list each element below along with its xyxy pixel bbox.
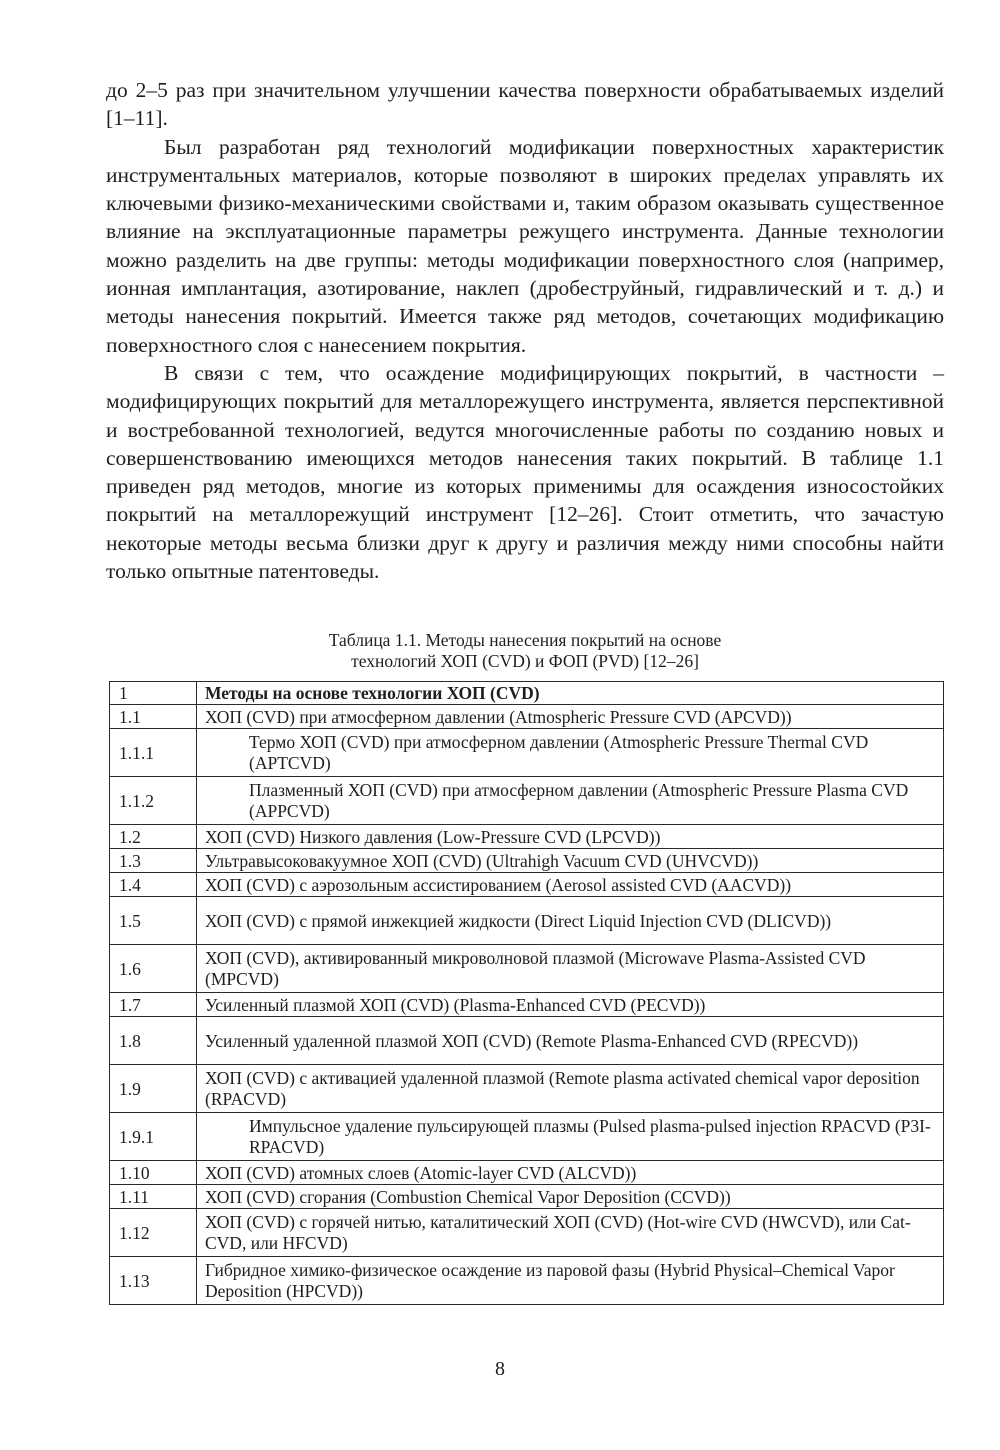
row-description: Плазменный ХОП (CVD) при атмосферном давлении (Atmospheric Pressure Plasma CVD (APPCVD)	[197, 777, 944, 825]
row-description: Гибридное химико-физическое осаждение из паровой фазы (Hybrid Physical–Chemical Vapor Deposition (HPCVD))	[197, 1257, 944, 1305]
table-row	[110, 1065, 944, 1113]
row-number: 1.4	[110, 873, 197, 897]
table-caption-line-2: технологий ХОП (CVD) и ФОП (PVD) [12–26]	[351, 650, 699, 671]
table-row	[110, 1161, 944, 1185]
table-row	[110, 873, 944, 897]
row-description: ХОП (CVD), активированный микроволновой плазмой (Microwave Plasma-Assisted CVD (MPCVD)	[197, 945, 944, 993]
table-row	[110, 1257, 944, 1305]
row-description: ХОП (CVD) атомных слоев (Atomic-layer CVD (ALCVD))	[197, 1161, 944, 1185]
row-number: 1.11	[110, 1185, 197, 1209]
row-description: ХОП (CVD) с горячей нитью, каталитический ХОП (CVD) (Hot-wire CVD (HWCVD), или Cat-CVD, или HFCVD)	[197, 1209, 944, 1257]
row-description: Термо ХОП (CVD) при атмосферном давлении (Atmospheric Pressure Thermal CVD (APTCVD)	[197, 729, 944, 777]
paragraph-3: В связи с тем, что осаждение модифицирующих покрытий, в частности – модифицирующих покрытий для металлорежущего инструмента, является перспективной и востребованной технологией, ведутся многочисленные работы по созданию новых и совершенствованию имеющихся методов нанесения таких покрытий. В таблице 1.1 приведен ряд методов, многие из которых применимы для осаждения износостойких покрытий на металлорежущий инструмент [12–26]. Стоит отметить, что зачастую некоторые методы весьма близки друг к другу и различия между ними способны найти только опытные патентоведы.	[106, 360, 944, 584]
row-description: ХОП (CVD) с аэрозольным ассистированием (Aerosol assisted CVD (AACVD))	[197, 873, 944, 897]
row-number: 1.8	[110, 1017, 197, 1065]
row-number: 1.10	[110, 1161, 197, 1185]
table-row	[110, 1017, 944, 1065]
table-row	[110, 849, 944, 873]
table-row	[110, 1209, 944, 1257]
paragraph-2: Был разработан ряд технологий модификации поверхностных характеристик инструментальных материалов, которые позволяют в широких пределах управлять их ключевыми физико-механическими свойствами и, таким образом оказывать существенное влияние на эксплуатационные параметры режущего инструмента. Данные технологии можно разделить на две группы: методы модификации поверхностного слоя (например, ионная имплантация, азотирование, наклеп (дробеструйный, гидравлический и т. д.) и методы нанесения покрытий. Имеется также ряд методов, сочетающих модификацию поверхностного слоя с нанесением покрытия.	[106, 134, 944, 357]
table-row	[110, 993, 944, 1017]
row-number: 1.1.1	[110, 729, 197, 777]
row-number: 1.9	[110, 1065, 197, 1113]
row-description: Ультравысоковакуумное ХОП (CVD) (Ultrahigh Vacuum CVD (UHVCVD))	[197, 849, 944, 873]
methods-table	[109, 681, 944, 1305]
table-row	[110, 682, 944, 705]
body-text	[106, 76, 944, 585]
row-number: 1.1.2	[110, 777, 197, 825]
row-description: ХОП (CVD) с прямой инжекцией жидкости (Direct Liquid Injection CVD (DLICVD))	[197, 897, 944, 945]
table-row	[110, 897, 944, 945]
table-row	[110, 705, 944, 729]
page-number: 8	[495, 1358, 505, 1380]
row-description: ХОП (CVD) Низкого давления (Low-Pressure CVD (LPCVD))	[197, 825, 944, 849]
table-caption-line-1: Таблица 1.1. Методы нанесения покрытий на основе	[328, 630, 722, 650]
row-description: Усиленный удаленной плазмой ХОП (CVD) (Remote Plasma-Enhanced CVD (RPECVD))	[197, 1017, 944, 1065]
table-row	[110, 777, 944, 825]
row-description: ХОП (CVD) сгорания (Combustion Chemical Vapor Deposition (CCVD))	[197, 1185, 944, 1209]
row-number: 1.6	[110, 945, 197, 993]
paragraph-1: до 2–5 раз при значительном улучшении качества поверхности обрабатываемых изделий [1–11].	[106, 78, 944, 131]
row-description: ХОП (CVD) при атмосферном давлении (Atmospheric Pressure CVD (APCVD))	[197, 705, 944, 729]
row-number: 1.2	[110, 825, 197, 849]
row-description: Импульсное удаление пульсирующей плазмы (Pulsed plasma-pulsed injection RPACVD (P3I- RPACVD)	[197, 1113, 944, 1161]
table-row	[110, 1113, 944, 1161]
row-number: 1.3	[110, 849, 197, 873]
row-number: 1.7	[110, 993, 197, 1017]
table-row	[110, 945, 944, 993]
row-number: 1	[110, 682, 197, 705]
row-number: 1.9.1	[110, 1113, 197, 1161]
table-caption	[106, 630, 944, 671]
table-row	[110, 825, 944, 849]
row-number: 1.1	[110, 705, 197, 729]
table-row	[110, 729, 944, 777]
row-number: 1.5	[110, 897, 197, 945]
row-description: ХОП (CVD) с активацией удаленной плазмой (Remote plasma activated chemical vapor deposition (RPACVD)	[197, 1065, 944, 1113]
row-number: 1.12	[110, 1209, 197, 1257]
row-number: 1.13	[110, 1257, 197, 1305]
row-description: Методы на основе технологии ХОП (CVD)	[197, 682, 944, 705]
table-row	[110, 1185, 944, 1209]
row-description: Усиленный плазмой ХОП (CVD) (Plasma-Enhanced CVD (PECVD))	[197, 993, 944, 1017]
